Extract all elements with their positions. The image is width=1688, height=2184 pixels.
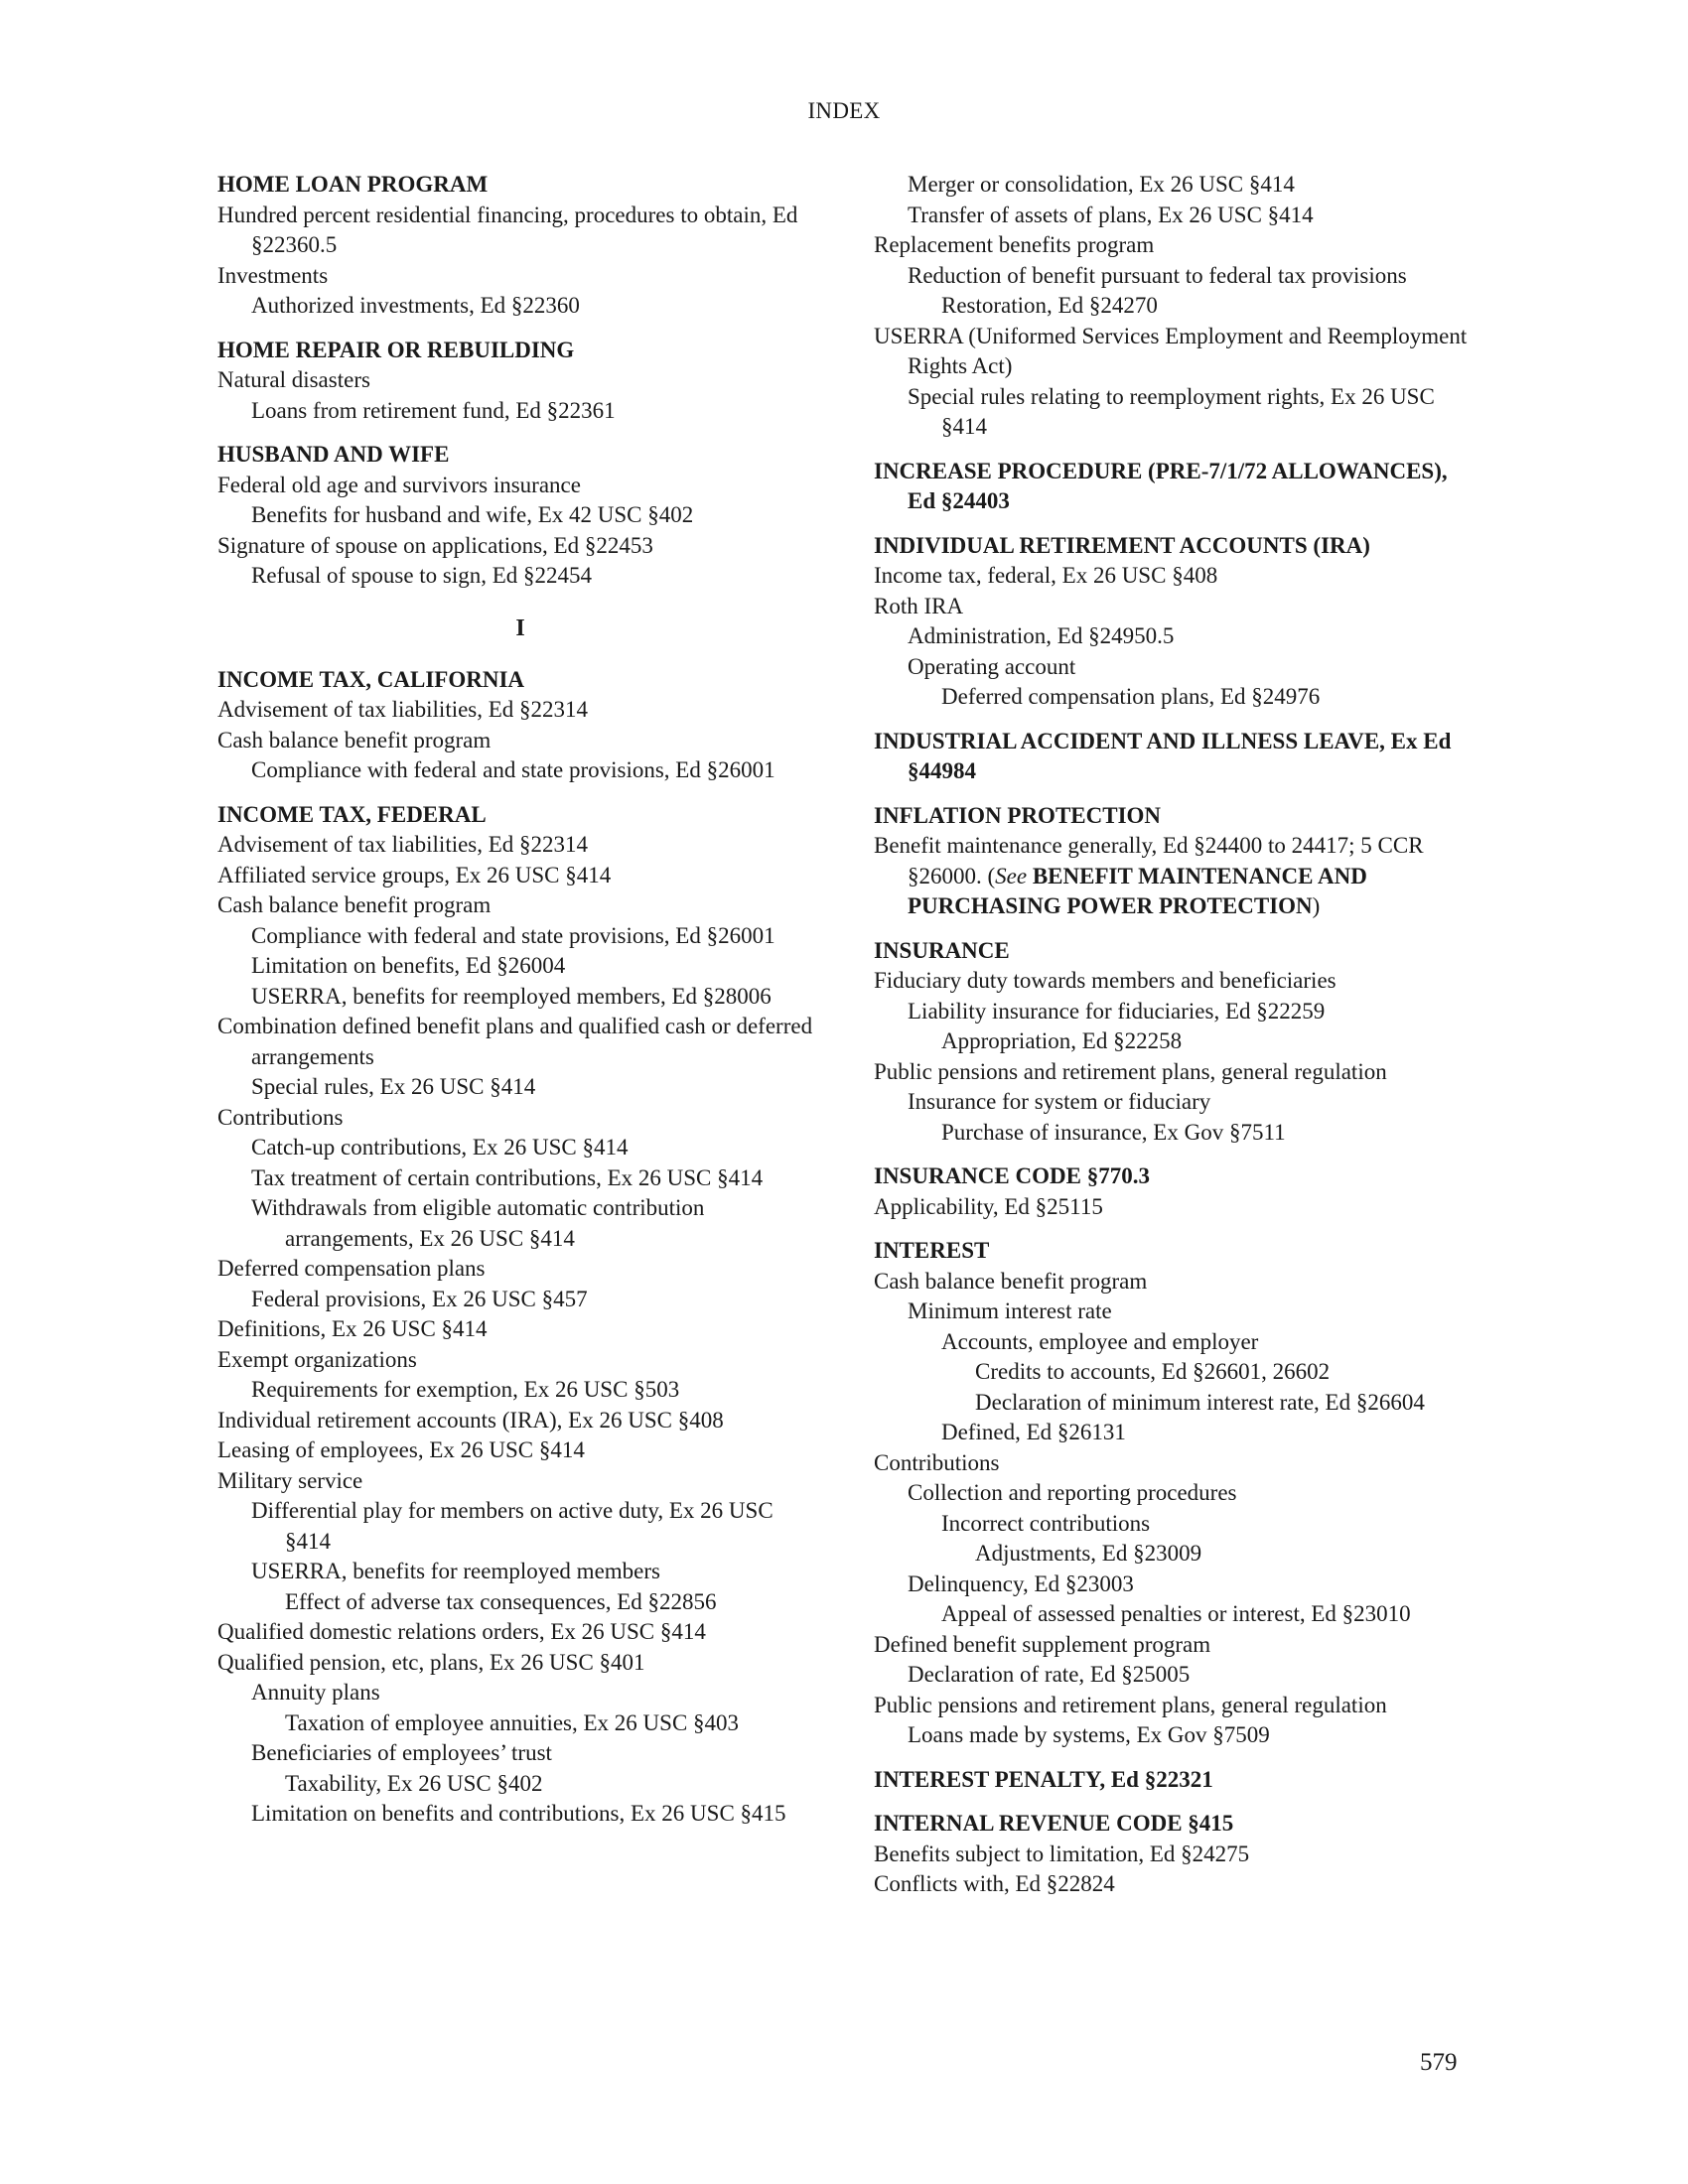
index-entry — [874, 1161, 1479, 1222]
subentry: Combination defined benefit plans and qualified cash or deferred arrangements — [217, 1014, 813, 1069]
subentry: Federal provisions, Ex 26 USC §457 — [251, 1286, 588, 1311]
subentry: Compliance with federal and state provisions, Ed §26001 — [251, 757, 775, 782]
subentry: Limitation on benefits, Ed §26004 — [251, 953, 566, 978]
subentry: Restoration, Ed §24270 — [941, 293, 1158, 318]
subentry: Special rules relating to reemployment rights, Ex 26 USC §414 — [908, 383, 1435, 439]
section-letter: I — [515, 614, 525, 641]
subentry: Operating account — [908, 653, 1076, 679]
subentry: Exempt organizations — [217, 1346, 417, 1372]
subentry: Purchase of insurance, Ex Gov §7511 — [941, 1119, 1286, 1145]
subentry: Applicability, Ed §25115 — [874, 1193, 1103, 1219]
subentry: Individual retirement accounts (IRA), Ex 26 USC §408 — [217, 1407, 724, 1433]
subentry: Incorrect contributions — [941, 1510, 1151, 1536]
index-entry — [874, 457, 1479, 517]
entry-heading-increase-procedure-pre-7-1-72-allowances: INCREASE PROCEDURE (PRE-7/1/72 ALLOWANCES), Ed §24403 — [874, 458, 1448, 513]
subentry: Transfer of assets of plans, Ex 26 USC §414 — [908, 202, 1314, 227]
subentry: Limitation on benefits and contributions, Ex 26 USC §415 — [251, 1801, 786, 1826]
subentry: Benefit maintenance generally, Ed §24400 to 24417; 5 CCR §26000. (See BENEFIT MAINTENANCE AND PURCHASING POWER PROTECTION) — [874, 833, 1424, 918]
running-head: INDEX — [807, 98, 881, 123]
subentry: Signature of spouse on applications, Ed §22453 — [217, 532, 653, 558]
subentry: Investments — [217, 262, 329, 288]
subentry: Insurance for system or fiduciary — [908, 1089, 1211, 1114]
subentry: Benefits subject to limitation, Ed §24275 — [874, 1841, 1250, 1866]
subentry: Liability insurance for fiduciaries, Ed §22259 — [908, 998, 1326, 1024]
subentry-text: Benefit maintenance generally, Ed §24400 to 24417; 5 CCR §26000. — [874, 833, 1424, 888]
entry-heading-income-tax-california: INCOME TAX, CALIFORNIA — [217, 666, 525, 692]
index-entry — [874, 170, 1479, 443]
entry-heading-interest: INTEREST — [874, 1238, 990, 1263]
entry-heading-income-tax-federal: INCOME TAX, FEDERAL — [217, 801, 487, 827]
subentry: Declaration of rate, Ed §25005 — [908, 1662, 1191, 1687]
index-column-left — [217, 170, 823, 1843]
index-entry — [874, 1809, 1479, 1900]
subentry: Contributions — [217, 1104, 344, 1130]
index-entry — [217, 336, 823, 427]
subentry: Effect of adverse tax consequences, Ed §22856 — [285, 1588, 717, 1614]
index-entry — [217, 665, 823, 786]
index-entry — [874, 801, 1479, 922]
entry-heading-insurance-code-770-3: INSURANCE CODE §770.3 — [874, 1163, 1150, 1188]
index-entry — [217, 170, 823, 322]
subentry: Advisement of tax liabilities, Ed §22314 — [217, 697, 589, 722]
subentry: Reduction of benefit pursuant to federal tax provisions — [908, 262, 1407, 288]
subentry: Cash balance benefit program — [217, 727, 492, 752]
entry-heading-inflation-protection: INFLATION PROTECTION — [874, 802, 1162, 828]
subentry: Minimum interest rate — [908, 1298, 1112, 1323]
subentry: Refusal of spouse to sign, Ed §22454 — [251, 563, 593, 588]
index-entry — [874, 1236, 1479, 1751]
see-reference-target: BENEFIT MAINTENANCE AND PURCHASING POWER PROTECTION — [908, 863, 1367, 918]
subentry: Affiliated service groups, Ex 26 USC §414 — [217, 862, 612, 887]
subentry: Fiduciary duty towards members and beneficiaries — [874, 968, 1336, 993]
subentry: Defined benefit supplement program — [874, 1631, 1211, 1657]
subentry: Requirements for exemption, Ex 26 USC §503 — [251, 1377, 680, 1402]
see-reference-label: See — [995, 863, 1028, 888]
subentry: Compliance with federal and state provisions, Ed §26001 — [251, 922, 775, 948]
subentry: Contributions — [874, 1449, 1000, 1475]
subentry: Public pensions and retirement plans, general regulation — [874, 1058, 1387, 1084]
subentry: Income tax, federal, Ex 26 USC §408 — [874, 563, 1218, 588]
subentry: Accounts, employee and employer — [941, 1328, 1259, 1354]
subentry: Tax treatment of certain contributions, Ex 26 USC §414 — [251, 1164, 764, 1190]
subentry: Annuity plans — [251, 1680, 380, 1705]
subentry: Merger or consolidation, Ex 26 USC §414 — [908, 172, 1295, 197]
subentry: Cash balance benefit program — [217, 892, 492, 917]
subentry: Credits to accounts, Ed §26601, 26602 — [975, 1359, 1331, 1384]
subentry: Collection and reporting procedures — [908, 1480, 1237, 1505]
index-entry — [217, 800, 823, 1830]
index-column-right — [874, 170, 1479, 1914]
entry-heading-insurance: INSURANCE — [874, 937, 1010, 963]
subentry: Authorized investments, Ed §22360 — [251, 293, 580, 318]
index-entry — [874, 727, 1479, 787]
subentry: Cash balance benefit program — [874, 1268, 1148, 1294]
subentry: Replacement benefits program — [874, 232, 1155, 257]
subentry: Special rules, Ex 26 USC §414 — [251, 1074, 536, 1099]
subentry: Adjustments, Ed §23009 — [975, 1541, 1202, 1566]
index-entry — [874, 1765, 1479, 1796]
subentry: Defined, Ed §26131 — [941, 1420, 1126, 1444]
entry-heading-home-repair-or-rebuilding: HOME REPAIR OR REBUILDING — [217, 337, 575, 362]
subentry: Qualified pension, etc, plans, Ex 26 USC §401 — [217, 1649, 645, 1675]
subentry: Definitions, Ex 26 USC §414 — [217, 1316, 488, 1341]
subentry: USERRA, benefits for reemployed members, Ed §28006 — [251, 983, 772, 1009]
subentry: Catch-up contributions, Ex 26 USC §414 — [251, 1135, 629, 1160]
subentry: Deferred compensation plans — [217, 1256, 486, 1281]
subentry: Public pensions and retirement plans, general regulation — [874, 1692, 1387, 1717]
subentry: USERRA, benefits for reemployed members — [251, 1559, 660, 1583]
subentry: Advisement of tax liabilities, Ed §22314 — [217, 832, 589, 857]
subentry: Taxation of employee annuities, Ex 26 USC §403 — [285, 1709, 740, 1735]
subentry: Loans from retirement fund, Ed §22361 — [251, 397, 616, 423]
subentry: Taxability, Ex 26 USC §402 — [285, 1770, 543, 1796]
entry-heading-internal-revenue-code-415: INTERNAL REVENUE CODE §415 — [874, 1811, 1234, 1836]
subentry: Declaration of minimum interest rate, Ed §26604 — [975, 1389, 1425, 1415]
subentry: Military service — [217, 1467, 363, 1493]
subentry: Appeal of assessed penalties or interest, Ed §23010 — [941, 1601, 1411, 1626]
subentry: Leasing of employees, Ex 26 USC §414 — [217, 1437, 585, 1462]
subentry: Beneficiaries of employees’ trust — [251, 1740, 552, 1765]
subentry: Federal old age and survivors insurance — [217, 472, 581, 497]
subentry: Deferred compensation plans, Ed §24976 — [941, 684, 1321, 709]
subentry: USERRA (Uniformed Services Employment and Reemployment Rights Act) — [874, 323, 1468, 378]
subentry: Differential play for members on active duty, Ex 26 USC §414 — [251, 1498, 774, 1554]
subentry: Natural disasters — [217, 367, 370, 392]
subentry: Qualified domestic relations orders, Ex 26 USC §414 — [217, 1619, 706, 1644]
subentry: Roth IRA — [874, 593, 964, 618]
subentry: Administration, Ed §24950.5 — [908, 623, 1175, 648]
entry-heading-industrial-accident-and-illness-leave-ex: INDUSTRIAL ACCIDENT AND ILLNESS LEAVE, Ex Ed §44984 — [874, 728, 1452, 783]
entry-heading-individual-retirement-accounts-ira: INDIVIDUAL RETIREMENT ACCOUNTS (IRA) — [874, 532, 1370, 558]
index-entry — [217, 440, 823, 592]
page-number: 579 — [1420, 2049, 1458, 2076]
entry-heading-interest-penalty-ed-22321: INTEREST PENALTY, Ed §22321 — [874, 1766, 1213, 1792]
index-entry — [874, 531, 1479, 713]
subentry: Hundred percent residential financing, procedures to obtain, Ed §22360.5 — [217, 202, 798, 257]
subentry: Benefits for husband and wife, Ex 42 USC §402 — [251, 502, 694, 527]
subentry: Delinquency, Ed §23003 — [908, 1570, 1134, 1596]
entry-heading-home-loan-program: HOME LOAN PROGRAM — [217, 172, 489, 197]
entry-heading-husband-and-wife: HUSBAND AND WIFE — [217, 442, 450, 467]
subentry: Loans made by systems, Ex Gov §7509 — [908, 1722, 1270, 1747]
subentry: Appropriation, Ed §22258 — [941, 1028, 1183, 1053]
subentry: Conflicts with, Ed §22824 — [874, 1871, 1115, 1896]
index-entry — [874, 936, 1479, 1149]
subentry: Withdrawals from eligible automatic contribution arrangements, Ex 26 USC §414 — [251, 1195, 705, 1251]
